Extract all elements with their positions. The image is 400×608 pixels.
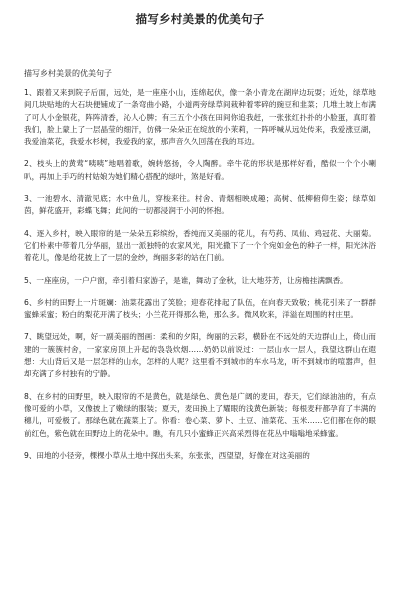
paragraph: 8、在乡村的田野里，映入眼帘的不是黄色，就是绿色、黄色是广阔的麦田，春天，它们绿油油的，有点像可爱的小草，又像披上了嫩绿的服装；夏天，麦田换上了耀眼的浅黄色新装；每根麦秆都孕育了丰满的穗儿，可爱极了。那绿色就在蔬菜上了。你看：卷心菜、萝卜、土豆、油菜花、玉米……它们都在你的眼前红色，紫色就在田野边上的花朵中。瞧，有几只小蜜蜂正兴高采烈得在花丛中嗡嗡地采蜂蜜。 xyxy=(24,391,376,438)
paragraph: 9、田地的小径旁，棵棵小草从土地中探出头来，东张张，西望望，好像在对这美丽的 xyxy=(24,450,310,460)
paragraph: 6、乡村的田野上一片斑斓：油菜花露出了笑脸；迎春花排起了队伍，在向春天致敬；桃花引来了一群群蜜蜂采蜜；粉白的梨花开满了枝头；小兰花开得那么艳，那么多。微风吹来，洋溢在周围的村庄里。 xyxy=(24,297,376,320)
paragraph: 4、逐入乡村，映入眼帘的是一朵朵五彩缤纷，香纯而又美丽的花儿，有芍药、凤仙、鸡冠花、大丽菊。它们朴素中带着几分华丽，显出一派独特的农家风光，阳光撒下了一个个宛如金色的种子一样，阳光沐浴着花儿，像是给花披上了一层的金纱，绚丽多彩的站在门前。 xyxy=(24,228,376,263)
paragraph: 7、眺望远处，啊，好一副美丽的图画：柔和的夕阳，绚丽的云彩，横卧在不远处的天边群山上，倚山而建的一簇簇村舍，一家家房顶上升起的袅袅炊烟……奶奶以前说过：一层山水一层人，我望这群山在遐想：大山背后又是一层怎样的山水，怎样的人呢？这里看不到城市的车水马龙，听不到城市的喧嚣声，但却充满了乡村独有的宁静。 xyxy=(24,332,376,379)
document-subtitle: 描写乡村美景的优美句子 xyxy=(24,69,112,78)
paragraph-list xyxy=(24,87,376,462)
paragraph: 5、一座座房，一户户窗，牵引着归家游子，是谁，舞动了金秋，让大地芬芳，让房檐挂满飘香。 xyxy=(24,275,348,285)
paragraph: 2、枝头上的黄莺“咦咦”地唱着歌，婉转悠扬，令人陶醉。牵牛花的形状是那样好看，酷似一个个小喇叭，再加上手巧的村姑娘为她们精心搭配的绿叶，煞是好看。 xyxy=(24,159,376,181)
document-title: 描写乡村美景的优美句子 xyxy=(135,12,265,26)
paragraph: 1、跟着又来到院子后面，远处，是一座座小山，连绵起伏，像一条小青龙在湖岸边玩耍；近处，绿草地间几块贴地的大石块便铺成了一条弯曲小路，小道两旁绿草间栽种着零碎的豌豆和韭菜；几堆土坡上布满了可人小金银花，阵阵清香，沁人心脾；有三五个小孩在田间你追我赶，一张张红扑扑的小脸蛋，真盯着我们，脸上蒙上了一层晶莹的细汗，仿佛一朵朵正在绽放的小茉莉，一阵呼喊从远处传来，我爱涨豆湖，我爱油菜花，我爱水杉树，我爱我的家，那声音久久回荡在我的耳边。 xyxy=(24,88,376,147)
paragraph: 3、一池碧水、清澈见底；水中鱼儿，穿梭来往。村舍、青烟相映成趣；高树、低柳俯仰生姿；绿草如茵，鲜花盛开，彩蝶飞舞；此间的一切都浸润于小河的怀抱。 xyxy=(24,194,376,216)
